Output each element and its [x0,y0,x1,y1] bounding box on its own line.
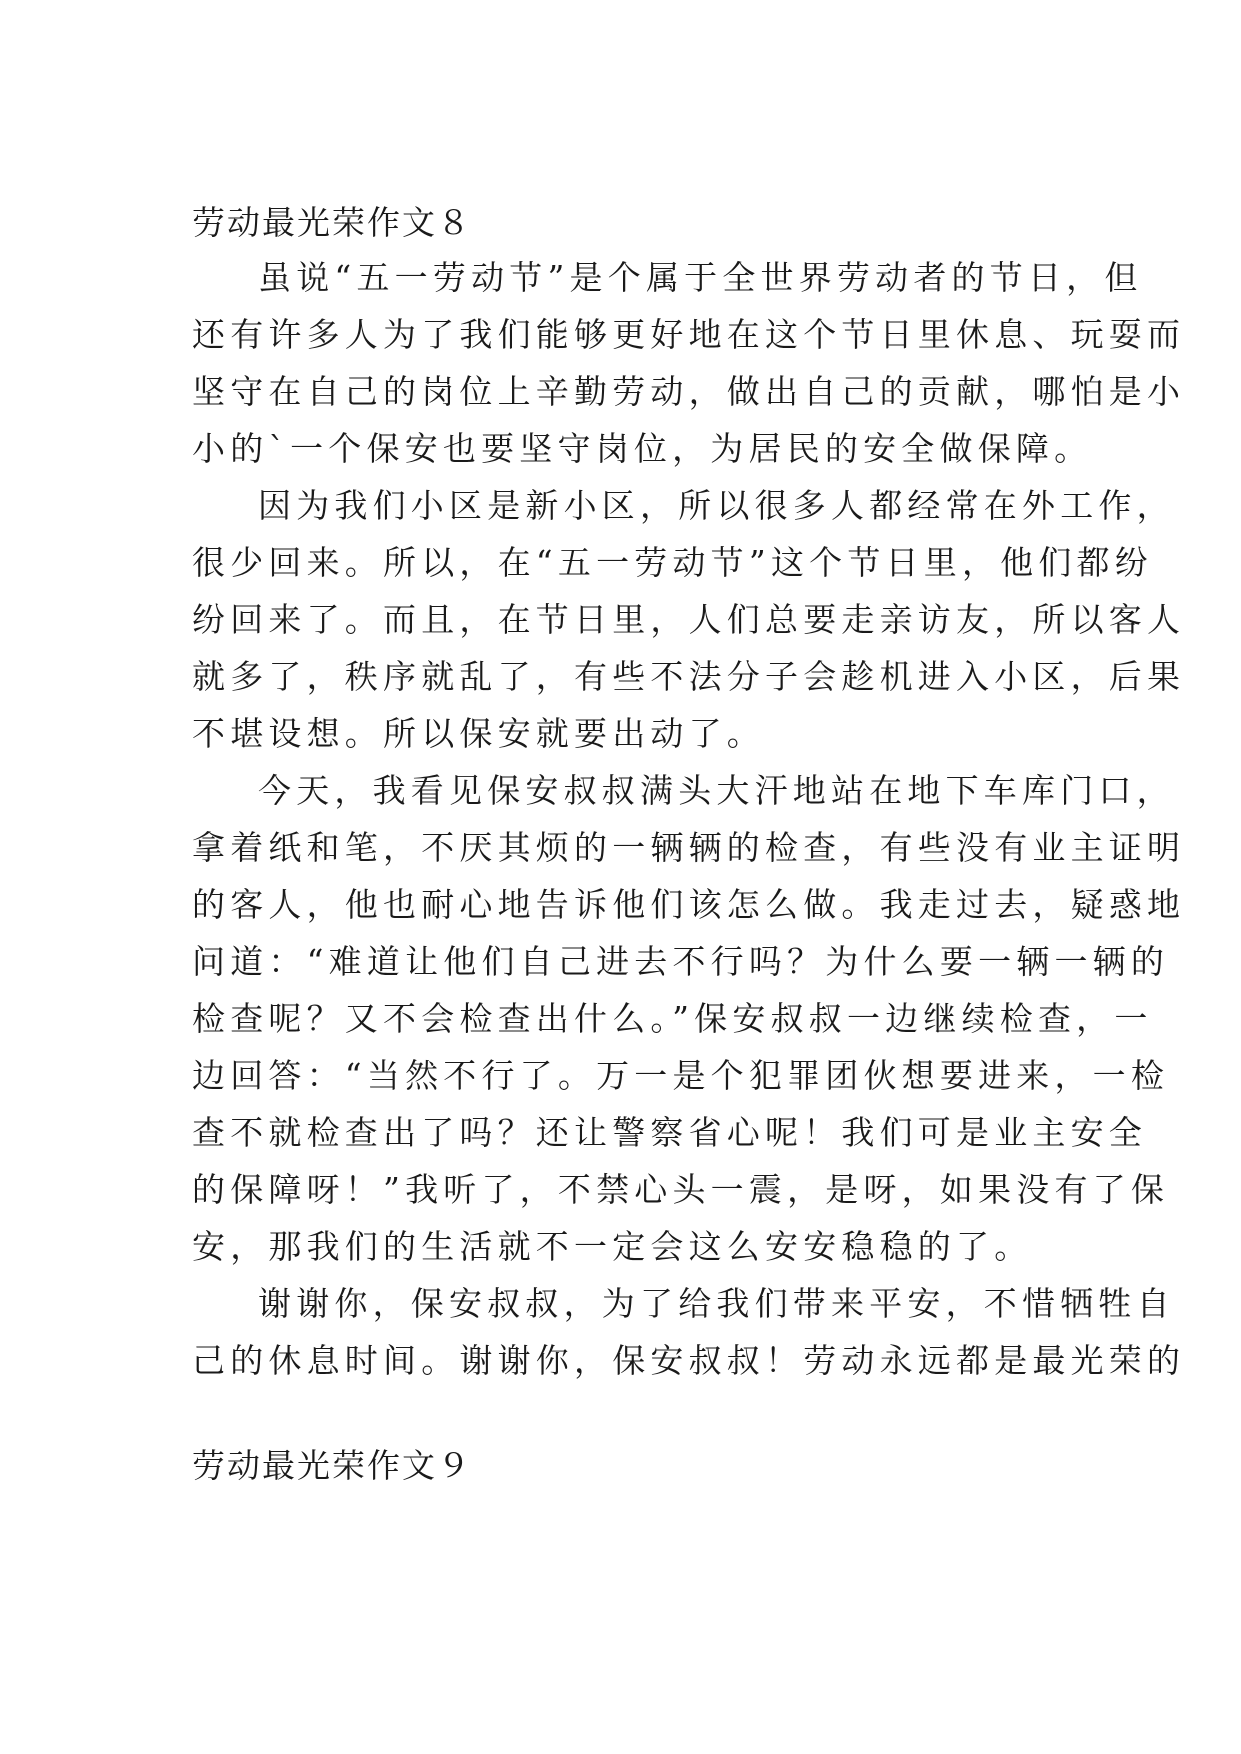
paragraph-line: 的保障呀！”我听了，不禁心头一震，是呀，如果没有了保 [192,1170,1170,1209]
paragraph-line: 问道：“难道让他们自己进去不行吗？为什么要一辆一辆的 [192,942,1170,981]
paragraph-line: 因为我们小区是新小区，所以很多人都经常在外工作， [258,486,1175,525]
paragraph-line: 边回答：“当然不行了。万一是个犯罪团伙想要进来，一检 [192,1056,1170,1095]
paragraph-line: 检查呢？又不会检查出什么。”保安叔叔一边继续检查，一 [192,999,1153,1038]
paragraph-line: 就多了，秩序就乱了，有些不法分子会趁机进入小区，后果 [192,657,1186,696]
paragraph-line: 谢谢你，保安叔叔，为了给我们带来平安，不惜牺牲自 [258,1284,1175,1323]
paragraph-line: 小的`一个保安也要坚守岗位，为居民的安全做保障。 [192,429,1093,468]
paragraph-line: 坚守在自己的岗位上辛勤劳动，做出自己的贡献，哪怕是小 [192,372,1186,411]
paragraph-line: 拿着纸和笔，不厌其烦的一辆辆的检查，有些没有业主证明 [192,828,1186,867]
paragraph-line: 安，那我们的生活就不一定会这么安安稳稳的了。 [192,1227,1033,1266]
essay-heading-8: 劳动最光荣作文８ [192,203,472,242]
paragraph-line: 的客人，他也耐心地告诉他们该怎么做。我走过去，疑惑地 [192,885,1186,924]
paragraph-line: 今天，我看见保安叔叔满头大汗地站在地下车库门口， [258,771,1175,810]
paragraph-line: 纷回来了。而且，在节日里，人们总要走亲访友，所以客人 [192,600,1186,639]
paragraph-line: 很少回来。所以，在“五一劳动节”这个节日里，他们都纷 [192,543,1153,582]
paragraph-line: 不堪设想。所以保安就要出动了。 [192,714,765,753]
paragraph-line: 还有许多人为了我们能够更好地在这个节日里休息、玩耍而 [192,315,1186,354]
paragraph-line: 查不就检查出了吗？还让警察省心呢！我们可是业主安全 [192,1113,1147,1152]
paragraph-line: 虽说“五一劳动节”是个属于全世界劳动者的节日，但 [258,258,1143,297]
essay-heading-9: 劳动最光荣作文９ [192,1446,472,1485]
paragraph-line: 己的休息时间。谢谢你，保安叔叔！劳动永远都是最光荣的 [192,1341,1186,1380]
